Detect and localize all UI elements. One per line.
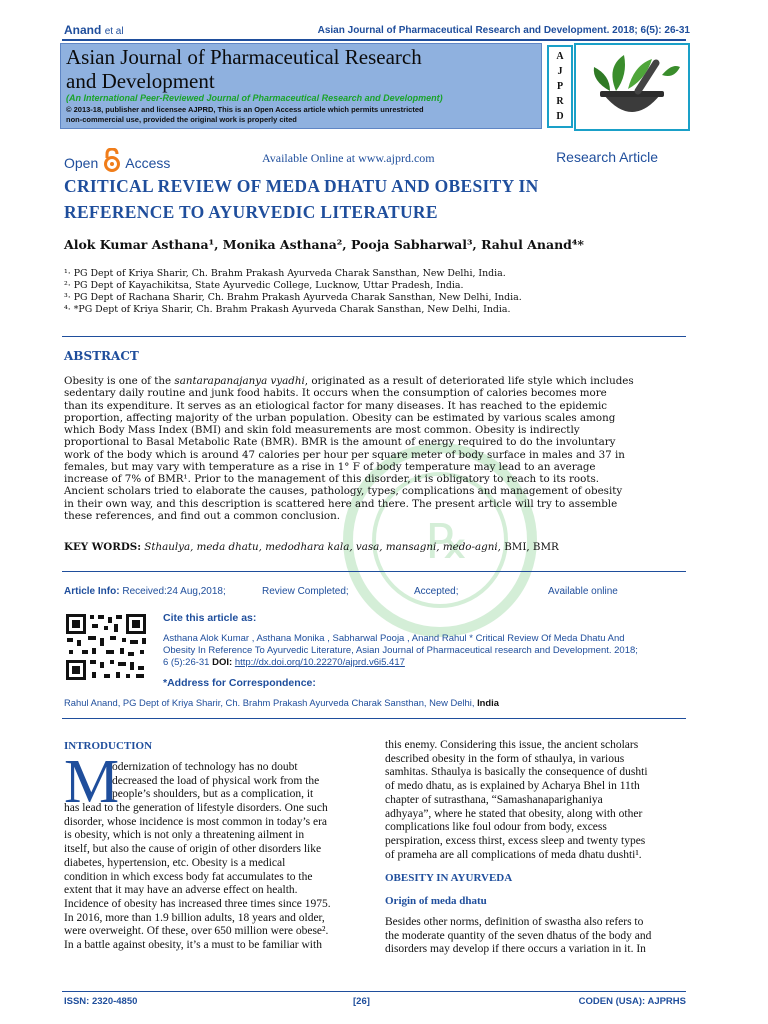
intro-line: has lead to the generation of lifestyle disorders. One such [64, 802, 328, 814]
available-online-url[interactable]: Available Online at www.ajprd.com [262, 151, 435, 165]
intro-line: disorder, whose incidence is most common in today’s era [64, 815, 328, 828]
article-info-label: Article Info: [64, 586, 120, 597]
keywords-label: KEY WORDS: [64, 541, 141, 553]
affiliation-1: ¹· PG Dept of Kriya Sharir, Ch. Brahm Prakash Ayurveda Charak Sansthan, New Delhi, India. [64, 268, 506, 279]
abstract-line: females, but may vary with temperature as a rise in 1° F of body temperature may lead to an average [64, 460, 596, 473]
abstract-body [64, 375, 686, 522]
abstract-line: sedentary daily routine and junk food habits. It occurs when the consumption of calories becomes more [64, 387, 607, 400]
issn: ISSN: 2320-4850 [64, 996, 138, 1007]
article-type: Research Article [556, 149, 658, 165]
intro-line: In a battle against obesity, it’s a must to be familiar with [64, 939, 322, 952]
abstract-heading: ABSTRACT [64, 349, 139, 363]
col2b-line: disorders may develop if there occurs a variation in it. In [385, 943, 646, 956]
article-info-received [64, 586, 226, 597]
open-label: Open [64, 155, 99, 171]
citation-line-1: Asthana Alok Kumar , Asthana Monika , Sabharwal Pooja , Anand Rahul * Critical Review Of Meda Dhatu And [163, 633, 625, 644]
running-journal-citation: Asian Journal of Pharmaceutical Research and Development. 2018; 6(5): 26-31 [317, 25, 690, 36]
drop-cap: M [64, 748, 120, 816]
qr-code-icon[interactable] [64, 612, 148, 682]
abstract-line: proportion, affecting majority of the urban population. Obesity can be estimated by various scales among [64, 411, 616, 424]
affiliation-3: ³· PG Dept of Rachana Sharir, Ch. Brahm Prakash Ayurveda Charak Sansthan, New Delhi, India. [64, 292, 522, 303]
received-date: Received:24 Aug,2018; [122, 586, 226, 597]
col2-line: this enemy. Considering this issue, the ancient scholars [385, 739, 639, 751]
license-text [66, 105, 486, 125]
ajprd-letter-j: J [557, 66, 563, 77]
correspondence-country: India [477, 697, 499, 708]
header-rule [62, 39, 686, 41]
journal-title-line-1: Asian Journal of Pharmaceutical Research [66, 45, 422, 69]
abstract-line: which Body Mass Index (BMI) and skin fold measurements are most common. Obesity is indirectly [64, 424, 580, 436]
doi-label: DOI: [212, 657, 233, 669]
intro-line: extent that it may have an adverse effect on health. [64, 884, 298, 897]
origin-subheading: Origin of meda dhatu [385, 895, 487, 907]
doi-link[interactable]: http://dx.doi.org/10.22270/ajprd.v6i5.417 [234, 657, 405, 669]
col2-line: of prameha are all complications of meda dhatu dushti¹. [385, 848, 642, 861]
intro-line: odernization of technology has no doubt [112, 761, 298, 773]
mortar-pestle-logo [574, 43, 690, 131]
introduction-heading: INTRODUCTION [64, 740, 153, 752]
article-title-line-2: REFERENCE TO AYURVEDIC LITERATURE [64, 202, 438, 222]
intro-line: diabetes, hypertension, etc. Obesity is a medical [64, 856, 286, 869]
intro-line: decreased the load of physical work from the [112, 774, 320, 787]
abstract-line: work of the body which is around 47 calories per hour per square meter of body surface in males and 37 in [64, 448, 625, 461]
running-author-name: Anand [64, 23, 102, 37]
author-list: Alok Kumar Asthana¹, Monika Asthana², Pooja Sabharwal³, Rahul Anand⁴* [64, 237, 584, 252]
journal-title-line-2: and Development [66, 69, 215, 93]
correspondence-heading: *Address for Correspondence: [163, 677, 316, 689]
col2-line: perspiration, excess thirst, excess sleep and twenty types [385, 834, 646, 847]
intro-line: is obesity, which is not only a threatening ailment in [64, 829, 305, 842]
col2b-line: Besides other norms, definition of swastha also refers to [385, 916, 644, 928]
intro-line: Incidence of obesity has increased three times since 1975. [64, 897, 331, 910]
column-2-continued-text [385, 916, 685, 957]
footer-rule [62, 991, 686, 992]
intro-line: were overweight. Of these, over 650 million were obese². [64, 925, 329, 938]
col2-line: described obesity in the form of sthaulya, in various [385, 752, 625, 765]
open-lock-icon [102, 148, 122, 172]
abstract-line: in their own way, and this description is scattered here and there. The present article will try to assemble [64, 497, 618, 510]
svg-text:℞: ℞ [426, 516, 470, 569]
accepted: Accepted; [414, 586, 459, 597]
available-online: Available online [548, 586, 618, 597]
review-completed: Review Completed; [262, 586, 349, 597]
ajprd-letter-r: R [556, 96, 564, 107]
abstract-line: Obesity is one of the santarapanajanya vyadhi, originated as a result of deteriorated life style which includes [64, 375, 634, 387]
journal-subtitle: (An International Peer-Reviewed Journal of Pharmaceutical Research and Development) [66, 93, 443, 103]
abstract-line: increase of 7% of BMR¹. Prior to the management of this disorder, it is obligatory to reach to its roots. [64, 473, 600, 485]
col2-line: of medo dhatu, as is explained by Acharya Bhel in 11th [385, 780, 640, 793]
info-bottom-rule [62, 718, 686, 719]
abstract-line: than its expenditure. It serves as an etiological factor for many diseases. It has reached to the epidemic [64, 399, 608, 412]
col2b-line: the moderate quantity of the seven dhatus of the body and [385, 929, 652, 942]
access-label: Access [125, 155, 171, 171]
obesity-in-ayurveda-heading: OBESITY IN AYURVEDA [385, 872, 513, 884]
page-number: [26] [353, 996, 370, 1007]
ajprd-letter-p: P [556, 81, 564, 92]
mortar-leaves-icon [576, 45, 688, 129]
column-2-text [385, 739, 685, 862]
intro-line: condition in which excess body fat accumulates to the [64, 870, 313, 883]
correspondence-address [64, 697, 499, 708]
intro-body-text [64, 802, 364, 953]
affiliation-2: ²· PG Dept of Kayachikitsa, State Ayurvedic College, Lucknow, Uttar Pradesh, India. [64, 280, 464, 291]
abstract-top-rule [62, 336, 686, 337]
abstract-line: these references, and find out a common conclusion. [64, 509, 340, 522]
license-line-1: © 2013-18, publisher and licensee AJPRD, This is an Open Access article which permits unrestricted [66, 105, 424, 114]
intro-line: In 2016, more than 1.9 billion adults, 18 years and older, [64, 911, 325, 924]
running-author [64, 23, 124, 37]
abstract-line: Ancient scholars tried to elaborate the causes, pathology, types, complications and management of obesity [64, 485, 623, 498]
citation-volume: 6 (5):26-31 [163, 657, 210, 669]
abstract-bottom-rule [62, 571, 686, 572]
citation-line-2: Obesity In Reference To Ayurvedic Literature, Asian Journal of Pharmaceutical research and Development. 2018; [163, 645, 638, 657]
correspondence-text: Rahul Anand, PG Dept of Kriya Sharir, Ch. Brahm Prakash Ayurveda Charak Sansthan, New Delhi, [64, 697, 475, 708]
ajprd-letter-a: A [556, 51, 564, 62]
affiliation-4: ⁴· *PG Dept of Kriya Sharir, Ch. Brahm Prakash Ayurveda Charak Sansthan, New Delhi, India. [64, 304, 511, 315]
abstract-line: proportional to Basal Metabolic Rate (BMR). BMR is the amount of energy required to do the involuntary [64, 436, 616, 449]
running-author-etal: et al [104, 26, 124, 37]
intro-line: itself, but also the cause of origin of other disorders like [64, 843, 322, 856]
license-line-2: non-commercial use, provided the original work is properly cited [66, 115, 297, 124]
coden: CODEN (USA): AJPRHS [578, 996, 686, 1007]
keywords-italic: Sthaulya, meda dhatu, medodhara kala, vasa, mansagni, medo-agni, [144, 541, 501, 553]
ajprd-vertical-label [547, 45, 573, 128]
journal-title [66, 45, 422, 93]
col2-line: adhyaya”, where he stated that obesity, along with other [385, 807, 643, 820]
article-title [64, 173, 684, 225]
intro-lead-text [112, 761, 364, 802]
col2-line: chapter of sutrasthana, “Samashanaparighaniya [385, 793, 603, 806]
citation-line-3 [163, 657, 685, 669]
citation-text [163, 633, 685, 670]
ajprd-letter-d: D [556, 111, 564, 122]
keywords [64, 541, 686, 553]
affiliations [64, 268, 684, 316]
keywords-tail: BMI, BMR [504, 541, 559, 553]
col2-line: samhitas. Sthaulya is basically the consequence of dushti [385, 766, 648, 779]
intro-line: people’s shoulders, but as a complication, it [112, 788, 314, 801]
cite-heading: Cite this article as: [163, 612, 257, 624]
col2-line: complications like foul odour from body, excess [385, 821, 607, 834]
open-access-badge [64, 148, 170, 172]
article-title-line-1: CRITICAL REVIEW OF MEDA DHATU AND OBESITY IN [64, 176, 539, 196]
